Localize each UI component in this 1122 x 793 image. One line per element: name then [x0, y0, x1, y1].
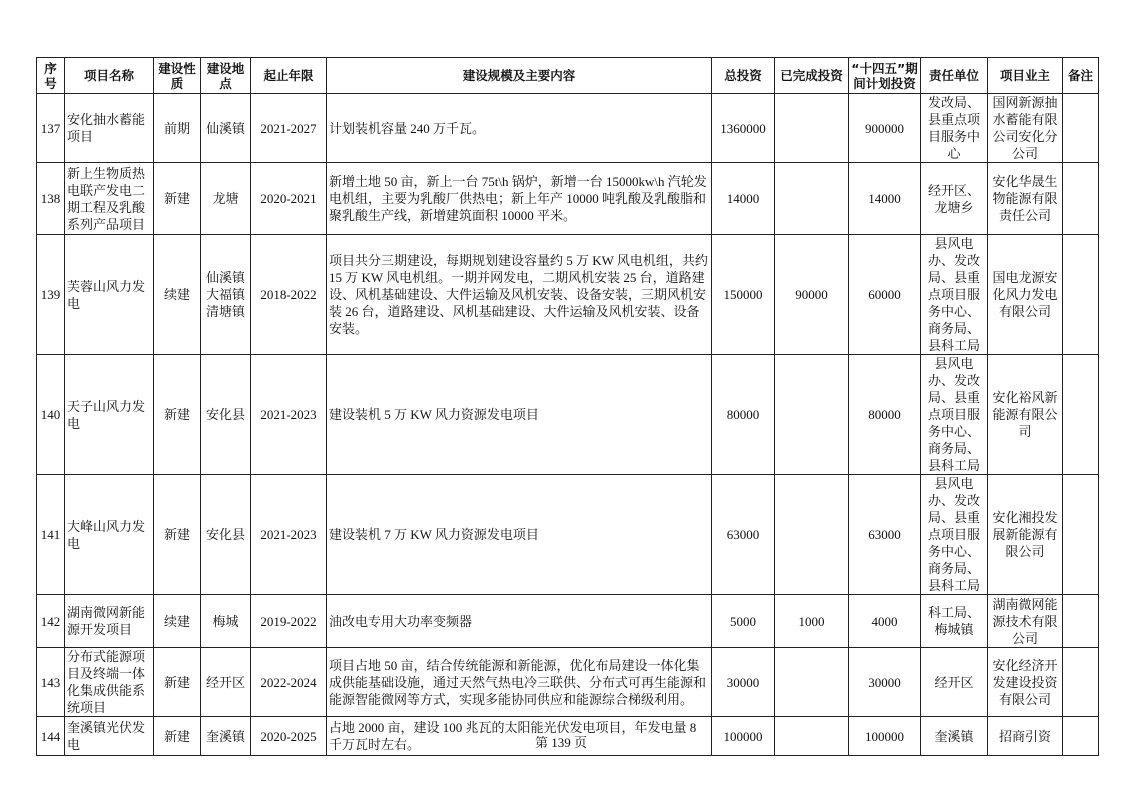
cell-note [1063, 355, 1099, 475]
cell-location: 仙溪镇 [201, 94, 251, 163]
cell-total: 5000 [712, 595, 775, 648]
cell-owner: 安化湘投发展新能源有限公司 [988, 475, 1063, 595]
column-header-period: 起止年限 [251, 58, 327, 94]
table-row [37, 648, 1099, 717]
cell-total: 80000 [712, 355, 775, 475]
cell-owner: 国网新源抽水蓄能有限公司安化分公司 [988, 94, 1063, 163]
cell-plan: 30000 [849, 648, 921, 717]
cell-unit: 经开区、龙塘乡 [921, 163, 988, 235]
cell-location: 安化县 [201, 475, 251, 595]
cell-period: 2020-2021 [251, 163, 327, 235]
cell-type: 新建 [154, 163, 201, 235]
cell-content: 计划装机容量 240 万千瓦。 [327, 94, 712, 163]
cell-type: 新建 [154, 717, 201, 756]
cell-plan: 63000 [849, 475, 921, 595]
cell-owner: 招商引资 [988, 717, 1063, 756]
cell-plan: 100000 [849, 717, 921, 756]
cell-note [1063, 94, 1099, 163]
column-header-completed: 已完成投资 [775, 58, 849, 94]
cell-note [1063, 595, 1099, 648]
cell-total: 63000 [712, 475, 775, 595]
table-row [37, 163, 1099, 235]
cell-type: 续建 [154, 595, 201, 648]
cell-type: 新建 [154, 648, 201, 717]
cell-note [1063, 475, 1099, 595]
cell-unit: 县风电办、发改局、县重点项目服务中心、商务局、县科工局 [921, 235, 988, 355]
cell-owner: 安化裕风新能源有限公司 [988, 355, 1063, 475]
table-row [37, 355, 1099, 475]
cell-unit: 科工局、梅城镇 [921, 595, 988, 648]
cell-name: 奎溪镇光伏发电 [65, 717, 154, 756]
header-row [37, 58, 1099, 94]
column-header-name: 项目名称 [65, 58, 154, 94]
cell-content: 项目占地 50 亩，结合传统能源和新能源，优化布局建设一体化集成供能基础设施，通过天然气热电冷三联供、分布式可再生能源和能源智能微网等方式，实现多能协同供应和能源综合梯级利用。 [327, 648, 712, 717]
cell-total: 14000 [712, 163, 775, 235]
cell-total: 100000 [712, 717, 775, 756]
cell-owner: 湖南微网能源技术有限公司 [988, 595, 1063, 648]
cell-location: 梅城 [201, 595, 251, 648]
cell-seq: 137 [37, 94, 65, 163]
cell-location: 安化县 [201, 355, 251, 475]
cell-seq: 141 [37, 475, 65, 595]
cell-unit: 经开区 [921, 648, 988, 717]
column-header-type: 建设性质 [154, 58, 201, 94]
cell-completed [775, 475, 849, 595]
cell-owner: 安化经济开发建设投资有限公司 [988, 648, 1063, 717]
cell-content: 新增土地 50 亩，新上一台 75t\h 锅炉，新增一台 15000kw\h 汽轮发电机组，主要为乳酸厂供热电；新上年产 10000 吨乳酸及乳酸脂和聚乳酸生产线，新增建筑面积 10000 平米。 [327, 163, 712, 235]
cell-note [1063, 648, 1099, 717]
cell-completed [775, 163, 849, 235]
column-header-location: 建设地点 [201, 58, 251, 94]
cell-period: 2022-2024 [251, 648, 327, 717]
cell-location: 龙塘 [201, 163, 251, 235]
cell-name: 分布式能源项目及终端一体化集成供能系统项目 [65, 648, 154, 717]
cell-content: 项目共分三期建设，每期规划建设容量约 5 万 KW 风电机组，共约 15 万 KW 风电机组。一期并网发电，二期风机安装 25 台，道路建设、风机基础建设、大件运输及风机安装、设备安装，三期风机安装 26 台，道路建设、风机基础建设、大件运输及风机安装、设备安装。 [327, 235, 712, 355]
cell-name: 新上生物质热电联产发电二期工程及乳酸系列产品项目 [65, 163, 154, 235]
cell-period: 2018-2022 [251, 235, 327, 355]
cell-plan: 80000 [849, 355, 921, 475]
cell-plan: 900000 [849, 94, 921, 163]
page-number: 第 139 页 [534, 735, 587, 750]
cell-content: 建设装机 5 万 KW 风力资源发电项目 [327, 355, 712, 475]
cell-total: 150000 [712, 235, 775, 355]
cell-note [1063, 163, 1099, 235]
cell-owner: 安化华晟生物能源有限责任公司 [988, 163, 1063, 235]
cell-unit: 发改局、县重点项目服务中心 [921, 94, 988, 163]
cell-period: 2020-2025 [251, 717, 327, 756]
cell-note [1063, 235, 1099, 355]
cell-name: 湖南微网新能源开发项目 [65, 595, 154, 648]
cell-name: 天子山风力发电 [65, 355, 154, 475]
table-row [37, 595, 1099, 648]
column-header-seq: 序号 [37, 58, 65, 94]
cell-seq: 144 [37, 717, 65, 756]
cell-unit: 奎溪镇 [921, 717, 988, 756]
cell-completed [775, 94, 849, 163]
column-header-content: 建设规模及主要内容 [327, 58, 712, 94]
cell-type: 前期 [154, 94, 201, 163]
project-table [36, 57, 1099, 756]
cell-content: 油改电专用大功率变频器 [327, 595, 712, 648]
cell-location: 仙溪镇大福镇清塘镇 [201, 235, 251, 355]
cell-type: 新建 [154, 475, 201, 595]
cell-content: 占地 2000 亩，建设 100 兆瓦的太阳能光伏发电项目，年发电量 8 千万瓦时左右。 [327, 717, 712, 756]
table-row [37, 94, 1099, 163]
cell-total: 30000 [712, 648, 775, 717]
cell-period: 2021-2023 [251, 475, 327, 595]
cell-completed [775, 355, 849, 475]
column-header-total: 总投资 [712, 58, 775, 94]
cell-seq: 143 [37, 648, 65, 717]
cell-completed [775, 648, 849, 717]
cell-seq: 138 [37, 163, 65, 235]
cell-plan: 14000 [849, 163, 921, 235]
column-header-owner: 项目业主 [988, 58, 1063, 94]
cell-unit: 县风电办、发改局、县重点项目服务中心、商务局、县科工局 [921, 475, 988, 595]
column-header-note: 备注 [1063, 58, 1099, 94]
cell-content: 建设装机 7 万 KW 风力资源发电项目 [327, 475, 712, 595]
cell-location: 经开区 [201, 648, 251, 717]
table-row [37, 475, 1099, 595]
cell-seq: 140 [37, 355, 65, 475]
cell-name: 安化抽水蓄能项目 [65, 94, 154, 163]
cell-plan: 60000 [849, 235, 921, 355]
cell-completed: 90000 [775, 235, 849, 355]
cell-seq: 139 [37, 235, 65, 355]
column-header-unit: 责任单位 [921, 58, 988, 94]
cell-type: 新建 [154, 355, 201, 475]
cell-total: 1360000 [712, 94, 775, 163]
cell-type: 续建 [154, 235, 201, 355]
cell-owner: 国电龙源安化风力发电有限公司 [988, 235, 1063, 355]
table-row [37, 235, 1099, 355]
cell-period: 2021-2027 [251, 94, 327, 163]
cell-seq: 142 [37, 595, 65, 648]
cell-name: 芙蓉山风力发电 [65, 235, 154, 355]
cell-unit: 县风电办、发改局、县重点项目服务中心、商务局、县科工局 [921, 355, 988, 475]
cell-period: 2019-2022 [251, 595, 327, 648]
cell-name: 大峰山风力发电 [65, 475, 154, 595]
cell-completed: 1000 [775, 595, 849, 648]
cell-plan: 4000 [849, 595, 921, 648]
cell-location: 奎溪镇 [201, 717, 251, 756]
cell-period: 2021-2023 [251, 355, 327, 475]
column-header-plan: “十四五”期间计划投资 [849, 58, 921, 94]
